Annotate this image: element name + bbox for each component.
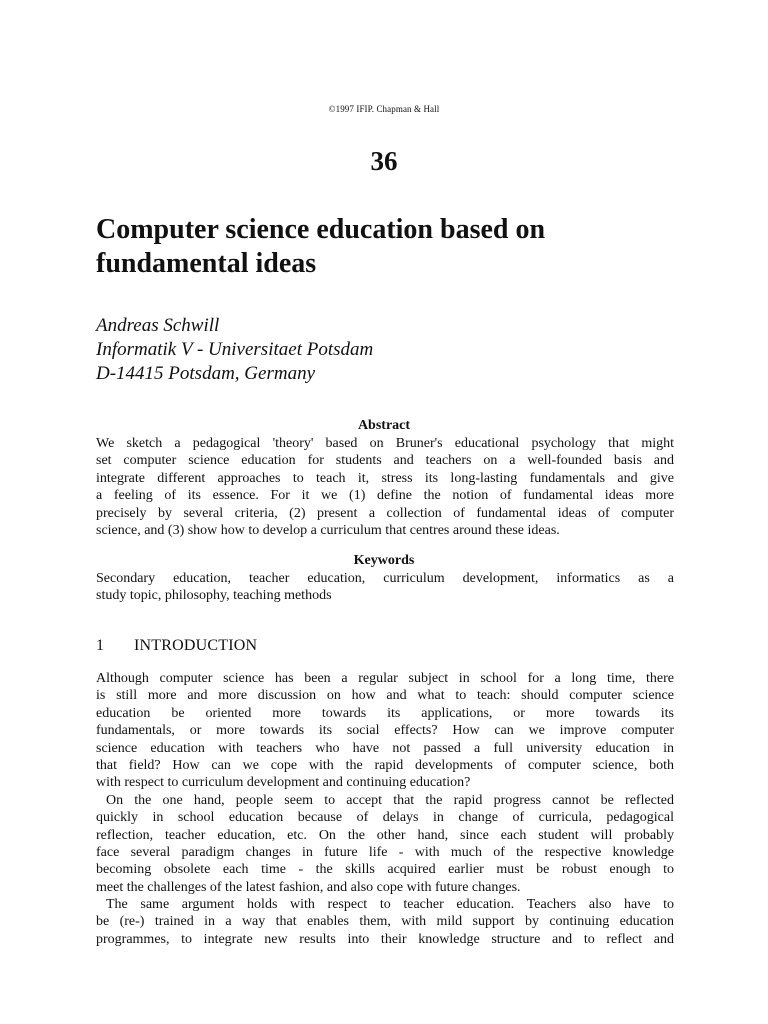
body-line: education be oriented more towards its applications, or more towards its [96, 705, 674, 721]
keywords-line: Secondary education, teacher education, curriculum development, informatics as a [96, 571, 674, 586]
body-line: with respect to curriculum development and continuing education? [96, 775, 471, 791]
body-line: science education with teachers who have not passed a full university education in [96, 740, 674, 756]
body-line: be (re-) trained in a way that enables them, with mild support by continuing education [96, 914, 674, 930]
body-line: Although computer science has been a regular subject in school for a long time, there [96, 671, 674, 686]
body-line: quickly in school education because of delays in change of curricula, pedagogical [96, 810, 674, 826]
paper-title-line: fundamental ideas [96, 248, 317, 279]
body-line: fundamentals, or more towards its social effects? How can we improve computer [96, 723, 674, 739]
introduction-text [96, 670, 674, 948]
body-line: The same argument holds with respect to teacher education. Teachers also have to [106, 897, 674, 913]
body-line: On the one hand, people seem to accept that the rapid progress cannot be reflected [106, 792, 674, 808]
section-number: 1 [96, 637, 105, 654]
abstract-text [96, 435, 674, 539]
abstract-line: We sketch a pedagogical 'theory' based on Bruner's educational psychology that might [96, 436, 674, 451]
body-line: meet the challenges of the latest fashion, and also cope with future changes. [96, 879, 521, 895]
abstract-line: integrate different approaches to teach it, stress its long-lasting fundamentals and give [96, 470, 674, 486]
abstract-heading: Abstract [357, 418, 411, 433]
section-heading-introduction [96, 637, 257, 655]
body-line: reflection, teacher education, etc. On the other hand, since each student will probably [96, 827, 674, 843]
body-line: becoming obsolete each time - the skills acquired earlier must be robust enough to [96, 862, 674, 878]
chapter-number: 36 [370, 146, 398, 176]
keywords-text [96, 570, 674, 605]
author-name: Andreas Schwill [96, 315, 220, 336]
author-affiliation: Informatik V - Universitaet Potsdam [96, 339, 374, 360]
paper-title [96, 213, 696, 281]
author-block [96, 314, 696, 386]
section-title: INTRODUCTION [134, 637, 258, 654]
abstract-line: a feeling of its essence. For it we (1) define the notion of fundamental ideas more [96, 488, 674, 504]
abstract-line: precisely by several criteria, (2) present a collection of fundamental ideas of computer [96, 505, 674, 521]
abstract-line: set computer science education for students and teachers on a well-founded basis and [96, 453, 674, 469]
body-line: is still more and more discussion on how and what to teach: should computer science [96, 688, 674, 704]
keywords-line: study topic, philosophy, teaching methods [96, 588, 332, 604]
copyright-notice: ©1997 IFIP. Chapman & Hall [328, 104, 440, 114]
abstract-line: science, and (3) show how to develop a curriculum that centres around these ideas. [96, 522, 560, 538]
body-line: face several paradigm changes in future life - with much of the respective knowledge [96, 844, 674, 860]
author-address: D-14415 Potsdam, Germany [96, 363, 316, 384]
body-line: programmes, to integrate new results into their knowledge structure and to reflect and [96, 931, 674, 947]
paper-title-line: Computer science education based on [96, 214, 546, 245]
body-line: that field? How can we cope with the rapid developments of computer science, both [96, 757, 674, 773]
keywords-heading: Keywords [353, 553, 415, 568]
